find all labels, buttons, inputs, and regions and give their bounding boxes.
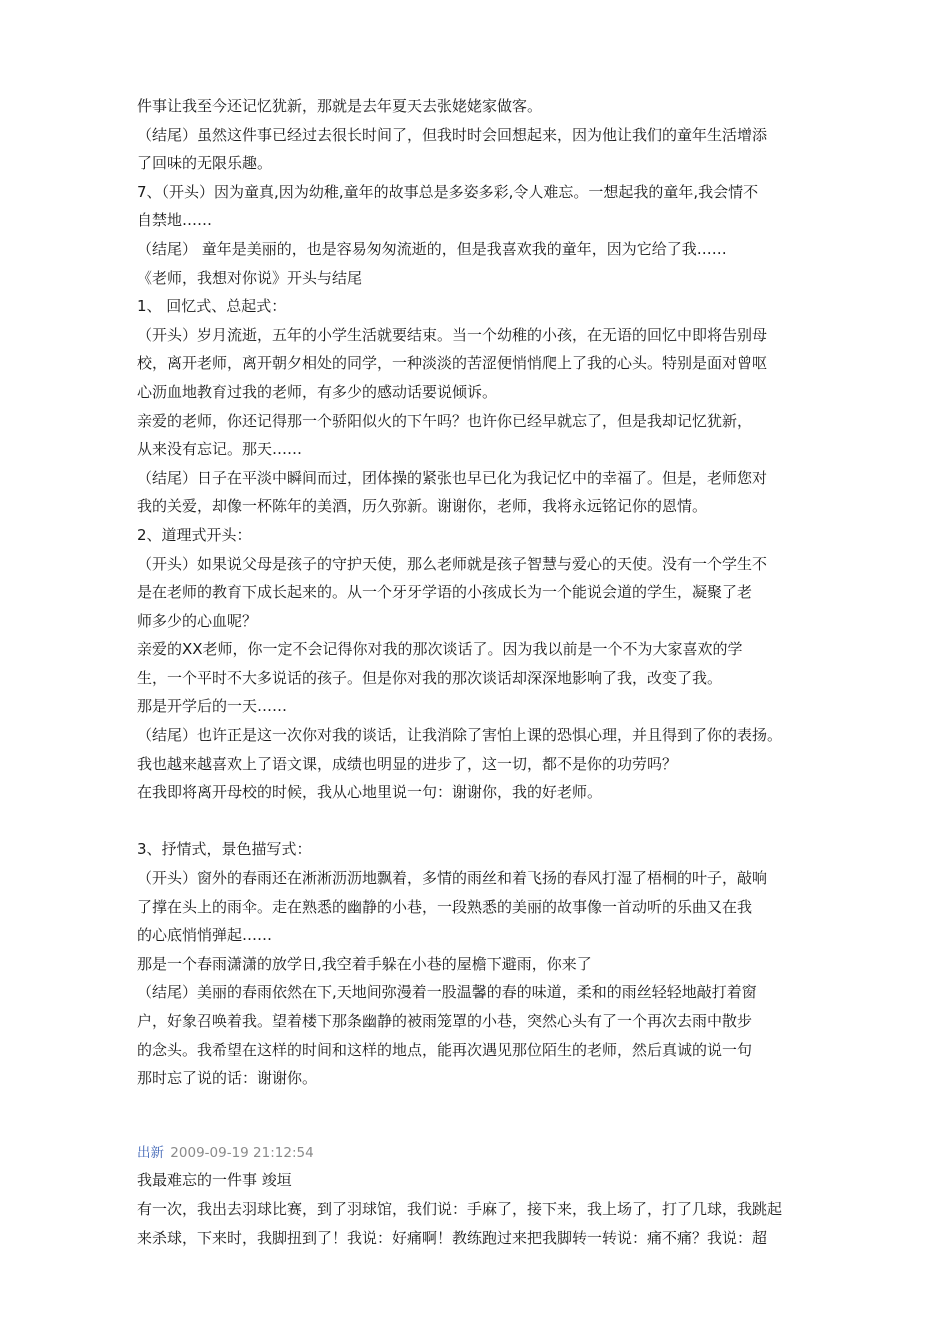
text-line: 亲爱的老师，你还记得那一个骄阳似火的下午吗？也许你已经早就忘了，但是我却记忆犹新， [137, 411, 753, 430]
post-title: 我最难忘的一件事 竣垣 [137, 1171, 292, 1190]
text-line: （结尾）美丽的春雨依然在下,天地间弥漫着一股温馨的春的味道，柔和的雨丝轻轻地敲打着窗 [137, 983, 757, 1002]
text-line: 1、 回忆式、总起式： [137, 297, 287, 316]
text-line: （开头）岁月流逝，五年的小学生活就要结束。当一个幼稚的小孩，在无语的回忆中即将告别母 [137, 325, 768, 344]
text-line: 有一次，我出去羽球比赛，到了羽球馆，我们说：手麻了，接下来，我上场了，打了几球，我跳起 [137, 1199, 783, 1218]
post-author-link[interactable]: 出新 [137, 1145, 164, 1162]
text-line: 从来没有忘记。那天…… [137, 440, 303, 459]
text-line: 我的关爱，却像一杯陈年的美酒，历久弥新。谢谢你，老师，我将永远铭记你的恩情。 [137, 497, 708, 516]
text-line: 了回味的无限乐趣。 [137, 154, 273, 173]
post [137, 1140, 827, 1252]
text-line: 是在老师的教育下成长起来的。从一个牙牙学语的小孩成长为一个能说会道的学生，凝聚了老 [137, 583, 753, 602]
paragraph-gap [137, 1093, 827, 1122]
text-line: 来杀球，下来时，我脚扭到了！我说：好痛啊！教练跑过来把我脚转一转说：痛不痛？我说：超 [137, 1228, 768, 1247]
text-line: （结尾） 童年是美丽的，也是容易匆匆流逝的，但是我喜欢我的童年，因为它给了我…… [137, 239, 727, 258]
text-line: 3、抒情式，景色描写式： [137, 840, 312, 859]
text-line: 师多少的心血呢？ [137, 611, 258, 630]
text-line: 那是开学后的一天…… [137, 697, 288, 716]
paragraph-gap [137, 1121, 827, 1140]
paragraph-gap [137, 807, 827, 836]
text-line: 校，离开老师，离开朝夕相处的同学，一种淡淡的苦涩便悄悄爬上了我的心头。特别是面对曾呕 [137, 354, 768, 373]
text-block-2 [137, 835, 827, 1092]
text-line: （结尾）虽然这件事已经过去很长时间了，但我时时会回想起来，因为他让我们的童年生活增添 [137, 125, 768, 144]
text-line: 我也越来越喜欢上了语文课，成绩也明显的进步了，这一切，都不是你的功劳吗？ [137, 754, 678, 773]
text-line: （开头）如果说父母是孩子的守护天使，那么老师就是孩子智慧与爱心的天使。没有一个学生不 [137, 554, 768, 573]
text-line: （结尾）也许正是这一次你对我的谈话，让我消除了害怕上课的恐惧心理，并且得到了你的表扬。 [137, 726, 783, 745]
post-meta [137, 1140, 827, 1166]
text-line: 那时忘了说的话：谢谢你。 [137, 1069, 318, 1088]
text-line: （开头）窗外的春雨还在淅淅沥沥地飘着，多情的雨丝和着飞扬的春风打湿了梧桐的叶子，敲响 [137, 869, 768, 888]
text-line: 的心底悄悄弹起…… [137, 926, 273, 945]
text-line: 在我即将离开母校的时候，我从心地里说一句：谢谢你，我的好老师。 [137, 783, 603, 802]
post-timestamp: 2009-09-19 21:12:54 [170, 1145, 314, 1162]
text-block-1 [137, 92, 827, 807]
text-line: 7、（开头）因为童真,因为幼稚,童年的故事总是多姿多彩,令人难忘。一想起我的童年,我会情不 [137, 182, 759, 201]
text-line: 的念头。我希望在这样的时间和这样的地点，能再次遇见那位陌生的老师，然后真诚的说一句 [137, 1040, 753, 1059]
document-body [137, 92, 827, 1252]
text-line: 件事让我至今还记忆犹新，那就是去年夏天去张姥姥家做客。 [137, 97, 543, 115]
text-line: 生，一个平时不大多说话的孩子。但是你对我的那次谈话却深深地影响了我，改变了我。 [137, 668, 723, 687]
text-line: 亲爱的XX老师，你一定不会记得你对我的那次谈话了。因为我以前是一个不为大家喜欢的学 [137, 640, 743, 659]
text-line: 户，好象召唤着我。望着楼下那条幽静的被雨笼罩的小巷，突然心头有了一个再次去雨中散步 [137, 1012, 753, 1030]
section-title: 《老师，我想对你说》开头与结尾 [137, 268, 363, 287]
text-line: （结尾）日子在平淡中瞬间而过，团体操的紧张也早已化为我记忆中的幸福了。但是，老师您对 [137, 468, 768, 487]
text-line: 自禁地…… [137, 211, 213, 230]
text-line: 2、道理式开头： [137, 525, 252, 544]
text-line: 心沥血地教育过我的老师，有多少的感动话要说倾诉。 [137, 382, 498, 401]
text-line: 那是一个春雨潇潇的放学日,我空着手躲在小巷的屋檐下避雨，你来了 [137, 954, 592, 973]
text-line: 了撑在头上的雨伞。走在熟悉的幽静的小巷，一段熟悉的美丽的故事像一首动听的乐曲又在我 [137, 897, 753, 916]
